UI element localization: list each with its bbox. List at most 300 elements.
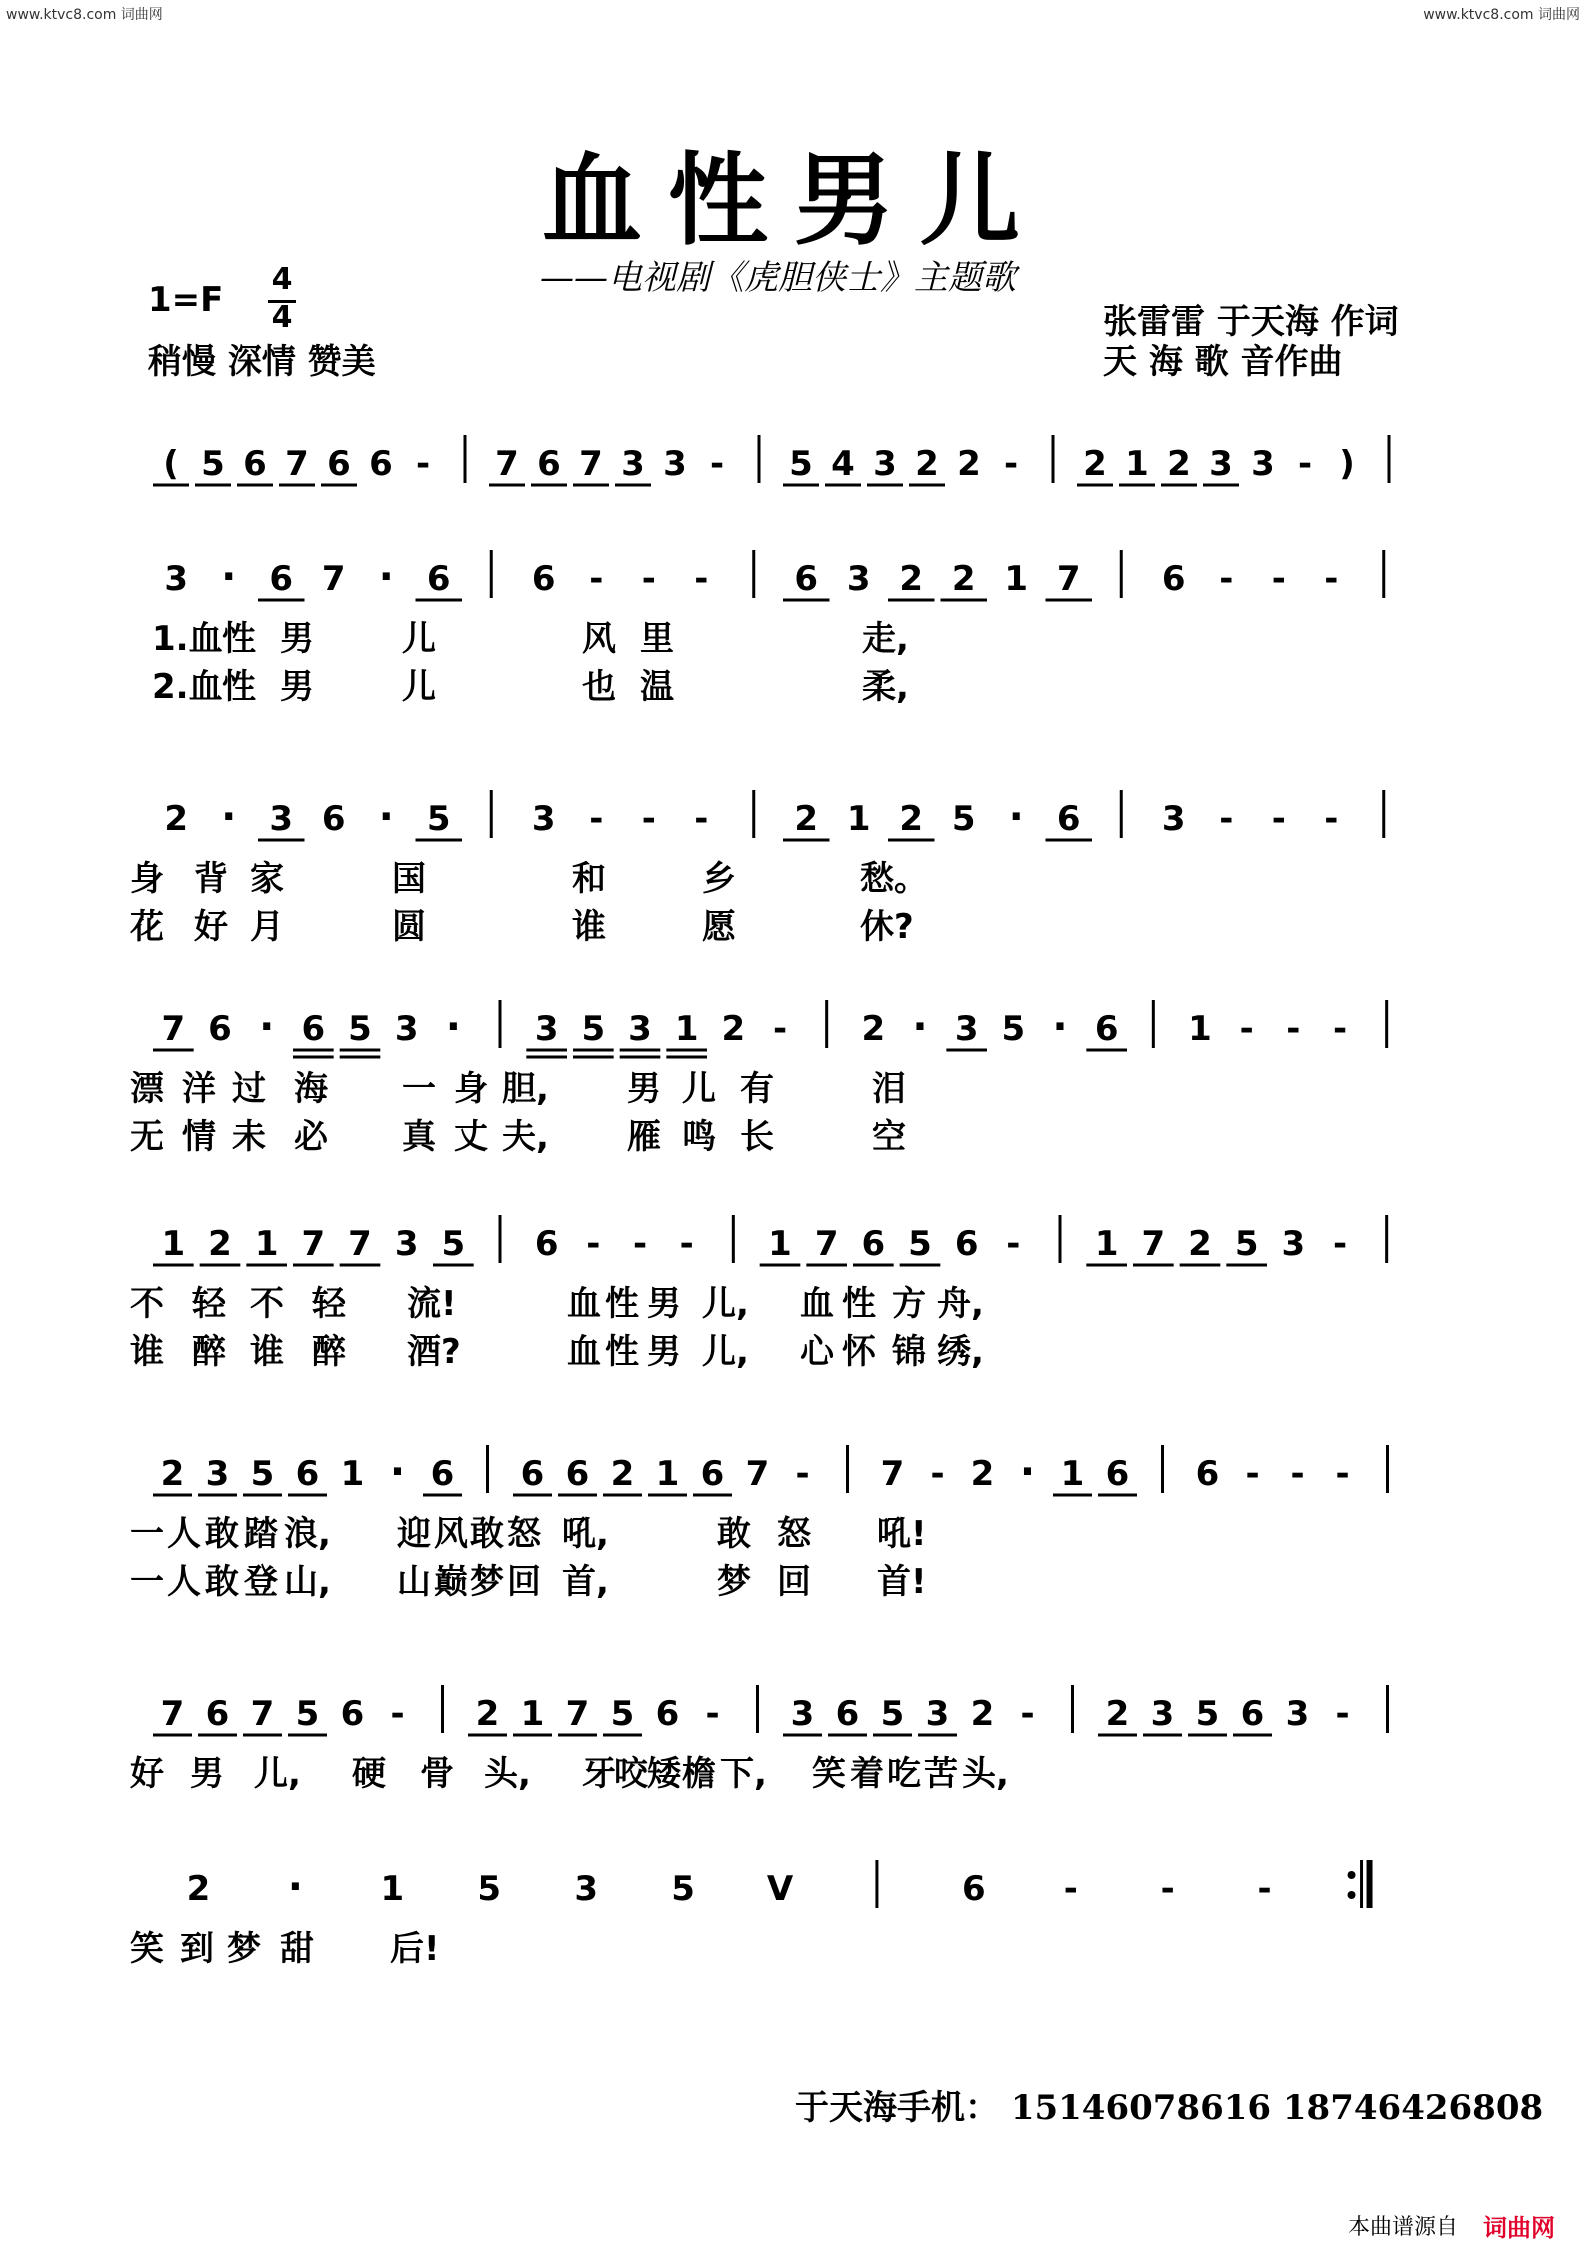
note-symbol: 2 [794,799,819,839]
repeat-dot [1348,1891,1356,1899]
lyric-verse2: 醉 [192,1332,226,1372]
note-symbol: 7 [880,1454,905,1494]
note-symbol: 3 [621,444,645,484]
note-symbol: 6 [531,559,556,599]
lyric-verse2: 回 [777,1562,811,1602]
lyric-verse1: 流! [407,1284,457,1324]
note-symbol: - [1290,1454,1305,1494]
note-symbol: 1 [161,1224,186,1264]
lyric-verse1: 吼! [877,1514,927,1554]
note-symbol: 6 [700,1454,725,1494]
note-symbol: 3 [1161,799,1186,839]
note-symbol: 2 [721,1009,746,1049]
lyric-verse1: 儿 [402,619,436,659]
contact-footer: 于天海手机： 15146078616 18746426808 [795,2088,1544,2128]
lyric-verse1: 漂 [130,1069,164,1109]
note-symbol: - [1239,1009,1254,1049]
note-symbol: 6 [1094,1009,1119,1049]
lyric-verse1: 后! [390,1929,440,1969]
note-symbol: 2 [1188,1224,1212,1264]
lyric-verse1: 敢 [205,1514,239,1554]
song-subtitle: ——电视剧《虎胆侠士》主题歌 [540,258,1016,298]
source-note: 本曲谱源自 [1348,2215,1459,2240]
lyric-verse1: 男 [190,1754,224,1794]
note-symbol: 1 [768,1224,792,1264]
note-symbol: 1 [1188,1009,1212,1049]
lyric-verse2: 梦 [470,1562,504,1602]
composer-credit: 天 海 歌 音作曲 [1103,342,1343,382]
note-symbol: 6 [430,1454,455,1494]
lyric-verse1: 笑 [130,1929,164,1969]
lyric-verse1: 甜 [280,1929,314,1969]
lyric-verse1: 着 [850,1754,884,1794]
note-symbol: · [1052,1004,1068,1050]
lyric-verse2: 必 [294,1117,328,1157]
note-symbol: · [389,1449,406,1495]
lyric-verse1: 迎 [397,1514,431,1554]
note-symbol: 3 [846,559,871,599]
lyric-verse2: 鸣 [682,1117,716,1157]
lyric-verse1: 性 [605,1284,639,1324]
lyric-verse1: 走, [862,619,909,659]
lyric-verse2: 心 [800,1332,834,1372]
lyric-verse2: 绣, [937,1332,984,1372]
note-symbol: 2 [164,799,189,839]
lyric-verse1: 硬 [352,1754,386,1794]
lyric-verse2: 儿 [402,667,436,707]
lyric-verse1: 身 [454,1069,488,1109]
note-symbol: 5 [789,444,813,484]
note-symbol: 7 [161,1009,186,1049]
note-symbol: - [1006,1224,1021,1264]
note-symbol: 6 [301,1009,326,1049]
note-symbol: 2 [951,559,976,599]
note-symbol: 5 [908,1224,932,1264]
note-symbol: 5 [201,444,225,484]
note-symbol: · [287,1864,303,1910]
note-symbol: - [679,1224,694,1264]
note-symbol: 3 [534,1009,559,1049]
note-symbol: · [221,794,237,840]
lyric-verse2: 谁 [572,907,606,947]
note-symbol: 2 [861,1009,886,1049]
lyric-verse2: 首! [877,1562,927,1602]
note-symbol: 5 [477,1869,502,1909]
note-symbol: 6 [565,1454,590,1494]
lyric-verse1: 踏 [244,1514,278,1554]
note-symbol: - [589,799,604,839]
note-symbol: 1 [1094,1224,1119,1264]
lyric-verse2: 谁 [130,1332,164,1372]
note-symbol: 6 [295,1454,320,1494]
note-symbol: - [641,799,656,839]
note-symbol: 6 [534,1224,559,1264]
lyric-verse2: 性 [222,667,256,707]
lyric-verse2: 巅 [434,1562,468,1602]
note-symbol: - [1271,559,1286,599]
note-symbol: - [705,1694,720,1734]
note-symbol: 7 [285,444,309,484]
note-symbol: 3 [628,1009,652,1049]
lyric-verse1: 方 [892,1284,926,1324]
note-symbol: 3 [574,1869,598,1909]
lyric-verse1: 男 [627,1069,661,1109]
lyric-verse1: 咬 [614,1754,648,1794]
note-symbol: 5 [880,1694,905,1734]
lyric-verse1: 胆, [502,1069,549,1109]
lyric-verse1: 敢 [470,1514,504,1554]
note-symbol: - [1160,1869,1175,1909]
lyric-verse1: 海 [294,1069,328,1109]
note-symbol: · [912,1004,928,1050]
lyric-verse1: 有 [740,1069,774,1109]
note-symbol: 3 [873,444,897,484]
note-symbol: 7 [1056,559,1081,599]
note-symbol: 3 [205,1454,230,1494]
note-symbol: - [1335,1454,1350,1494]
note-symbol: 2 [899,559,924,599]
lyric-verse2: 山, [284,1562,331,1602]
note-symbol: 6 [861,1224,886,1264]
lyric-verse2: 一 [130,1562,164,1602]
lyric-verse2: 酒? [407,1332,461,1372]
lyric-verse2: 登 [244,1562,278,1602]
note-symbol: · [378,554,394,600]
lyric-verse1: 儿, [254,1754,301,1794]
note-symbol: · [221,554,237,600]
lyric-verse1: 儿 [682,1069,716,1109]
note-symbol: 6 [1056,799,1081,839]
note-symbol: 2 [970,1694,995,1734]
lyric-verse1: 头, [484,1754,531,1794]
note-symbol: 7 [1141,1224,1166,1264]
note-symbol: - [1271,799,1286,839]
lyric-verse2: 温 [640,667,674,707]
note-symbol: 6 [962,1869,986,1909]
lyric-verse1: 男 [280,619,314,659]
lyric-verse2: 未 [232,1117,266,1157]
note-symbol: - [795,1454,810,1494]
note-symbol: - [1219,559,1234,599]
note-symbol: 1 [674,1009,699,1049]
song-title: 血性男儿 [542,141,1046,259]
lyric-verse2: 雁 [627,1117,661,1157]
lyric-verse2: 男 [280,667,314,707]
note-symbol: 3 [394,1224,419,1264]
lyric-verse2: 2.血 [152,667,223,707]
lyric-verse1: 轻 [312,1284,346,1324]
note-symbol: 5 [441,1224,466,1264]
note-symbol: · [445,1004,461,1050]
lyric-verse1: 风 [582,619,616,659]
lyric-verse1: 身 [130,859,164,899]
lyric-verse2: 回 [507,1562,541,1602]
note-symbol: ) [1339,444,1355,484]
lyric-verse1: 到 [180,1929,214,1969]
time-signature-top: 4 [271,262,293,297]
lyric-verse2: 锦 [892,1332,926,1372]
note-symbol: 3 [1281,1224,1306,1264]
note-symbol: 1 [520,1694,545,1734]
note-symbol: 2 [475,1694,500,1734]
note-symbol: 5 [426,799,451,839]
lyric-verse1: 苦 [924,1754,958,1794]
lyric-verse1: 敢 [717,1514,751,1554]
lyricist-credit: 张雷雷 于天海 作词 [1103,302,1399,342]
lyric-verse1: 吼, [562,1514,609,1554]
lyric-verse2: 首, [562,1562,609,1602]
lyric-verse1: 愁。 [860,859,928,899]
tempo-marking: 稍慢 深情 赞美 [148,342,376,382]
note-symbol: 3 [394,1009,419,1049]
note-symbol: 7 [321,559,346,599]
note-symbol: - [1335,1694,1350,1734]
lyric-verse2: 性 [605,1332,639,1372]
note-symbol: 3 [790,1694,815,1734]
lyric-verse2: 柔, [862,667,909,707]
note-symbol: 1 [1004,559,1029,599]
lyric-verse1: 过 [232,1069,266,1109]
note-symbol: 3 [925,1694,950,1734]
note-symbol: 6 [1240,1694,1265,1734]
lyric-verse2: 好 [194,907,228,947]
note-symbol: 1 [1125,444,1149,484]
note-symbol: 6 [1195,1454,1220,1494]
source-site: 词曲网 [1483,2214,1555,2242]
note-symbol: 7 [565,1694,590,1734]
note-symbol: 3 [1285,1694,1310,1734]
lyric-verse2: 真 [402,1117,436,1157]
note-symbol: - [586,1224,601,1264]
note-symbol: - [772,1009,788,1049]
note-symbol: 1 [254,1224,279,1264]
note-symbol: 5 [1234,1224,1259,1264]
note-symbol: 6 [1105,1454,1130,1494]
lyric-verse1: 轻 [192,1284,226,1324]
lyric-verse1: 背 [194,859,228,899]
note-symbol: 5 [1001,1009,1026,1049]
note-symbol: - [641,559,656,599]
note-symbol: · [1008,794,1024,840]
note-symbol: 5 [581,1009,606,1049]
note-symbol: 6 [369,444,393,484]
note-symbol: 6 [205,1694,230,1734]
note-symbol: 2 [610,1454,635,1494]
note-symbol: - [1286,1009,1301,1049]
lyric-verse1: 洋 [182,1069,216,1109]
repeat-dot [1348,1871,1356,1879]
note-symbol: - [1332,1224,1348,1264]
lyric-verse1: 檐 [682,1754,716,1794]
note-symbol: 2 [899,799,924,839]
lyric-verse1: 浪, [284,1514,331,1554]
lyric-verse2: 血 [567,1332,601,1372]
note-symbol: 5 [295,1694,320,1734]
note-symbol: 1 [1060,1454,1085,1494]
note-symbol: 5 [671,1869,695,1909]
note-symbol: 3 [531,799,556,839]
key-signature: 1=F [148,280,224,320]
note-symbol: 7 [160,1694,185,1734]
note-symbol: 2 [970,1454,995,1494]
note-symbol: - [1324,559,1339,599]
lyric-verse2: 谁 [250,1332,284,1372]
note-symbol: 4 [831,444,855,484]
lyric-verse2: 儿, [702,1332,749,1372]
lyric-verse1: 儿, [702,1284,749,1324]
note-symbol: 6 [794,559,819,599]
lyric-verse2: 敢 [205,1562,239,1602]
lyric-verse2: 空 [872,1117,906,1157]
lyric-verse1: 一 [130,1514,164,1554]
note-symbol: 2 [957,444,981,484]
lyric-verse1: 男 [647,1284,681,1324]
note-symbol: 5 [348,1009,372,1049]
note-symbol: 6 [321,799,346,839]
note-symbol: - [589,559,604,599]
watermark-right: www.ktvc8.com 词曲网 [1423,7,1580,23]
note-symbol: 2 [186,1869,211,1909]
note-symbol: 2 [160,1454,185,1494]
note-symbol: 3 [1251,444,1275,484]
note-symbol: 3 [269,799,294,839]
lyric-verse1: 血 [567,1284,601,1324]
note-symbol: 7 [348,1224,372,1264]
note-symbol: 6 [1161,559,1186,599]
note-symbol: - [1332,1009,1348,1049]
lyric-verse2: 月 [250,907,284,947]
lyric-verse1: 不 [130,1284,164,1324]
note-symbol: 2 [1083,444,1107,484]
note-symbol: - [1003,444,1019,484]
lyric-verse2: 夫, [502,1117,549,1157]
note-symbol: - [930,1454,945,1494]
note-symbol: - [1324,799,1339,839]
note-symbol: 3 [954,1009,979,1049]
note-symbol: - [709,444,725,484]
lyric-verse1: 泪 [872,1069,906,1109]
note-symbol: 3 [164,559,189,599]
note-symbol: - [1297,444,1313,484]
note-symbol: 7 [745,1454,770,1494]
note-symbol: 1 [380,1869,405,1909]
lyric-verse1: 笑 [812,1754,846,1794]
note-symbol: 5 [610,1694,635,1734]
lyric-verse2: 醉 [312,1332,346,1372]
note-symbol: 1 [340,1454,365,1494]
note-symbol: 6 [243,444,267,484]
note-symbol: - [1063,1869,1078,1909]
note-symbol: 2 [1105,1694,1130,1734]
note-symbol: 5 [250,1454,275,1494]
note-symbol: · [1019,1449,1036,1495]
lyric-verse2: 休? [860,907,914,947]
lyric-verse1: 头, [962,1754,1009,1794]
note-symbol: 6 [340,1694,365,1734]
lyric-verse1: 风 [434,1514,468,1554]
lyric-verse2: 人 [167,1562,201,1602]
note-symbol: ( [163,444,179,484]
note-symbol: - [1257,1869,1272,1909]
note-symbol: V [766,1869,794,1909]
note-symbol: 3 [1209,444,1233,484]
note-symbol: 6 [426,559,451,599]
note-symbol: 7 [579,444,603,484]
note-symbol: 6 [520,1454,545,1494]
lyric-verse1: 不 [250,1284,284,1324]
lyric-verse2: 无 [130,1117,164,1157]
note-symbol: - [694,559,709,599]
lyric-verse2: 圆 [392,907,426,947]
note-symbol: 7 [250,1694,275,1734]
lyric-verse1: 血 [800,1284,834,1324]
lyric-verse1: 舟, [937,1284,984,1324]
note-symbol: - [1020,1694,1035,1734]
lyric-verse1: 怒 [507,1514,541,1554]
note-symbol: 2 [915,444,939,484]
lyric-verse2: 丈 [454,1117,488,1157]
watermark-left: www.ktvc8.com 词曲网 [6,7,163,23]
lyric-verse1: 人 [167,1514,201,1554]
note-symbol: 7 [814,1224,839,1264]
note-symbol: · [259,1004,275,1050]
time-signature-bottom: 4 [271,300,293,335]
note-symbol: · [378,794,394,840]
lyric-verse1: 矮 [647,1754,681,1794]
note-symbol: 5 [1195,1694,1220,1734]
lyric-verse2: 怀 [842,1332,876,1372]
note-symbol: - [390,1694,405,1734]
lyric-verse1: 性 [222,619,256,659]
note-symbol: - [632,1224,648,1264]
note-symbol: 1 [846,799,871,839]
lyric-verse1: 好 [130,1754,164,1794]
lyric-verse1: 1.血 [152,619,223,659]
lyric-verse1: 梦 [227,1929,261,1969]
lyric-verse2: 长 [740,1117,774,1157]
lyric-verse2: 愿 [702,907,736,947]
lyric-verse1: 里 [640,619,674,659]
lyric-verse1: 乡 [702,859,736,899]
note-symbol: 5 [951,799,976,839]
note-symbol: - [1245,1454,1260,1494]
lyric-verse2: 梦 [717,1562,751,1602]
note-symbol: 6 [954,1224,979,1264]
note-symbol: 6 [537,444,561,484]
lyric-verse2: 也 [582,667,616,707]
note-symbol: - [1219,799,1234,839]
note-symbol: 2 [208,1224,232,1264]
note-symbol: 1 [655,1454,680,1494]
lyric-verse1: 一 [402,1069,436,1109]
lyric-verse1: 国 [392,859,426,899]
note-symbol: 3 [663,444,687,484]
lyric-verse1: 骨 [420,1754,454,1794]
lyric-verse1: 牙 [582,1754,616,1794]
note-symbol: - [694,799,709,839]
lyric-verse2: 山 [397,1562,431,1602]
lyric-verse1: 下, [720,1754,767,1794]
note-symbol: 7 [495,444,519,484]
note-symbol: 7 [301,1224,326,1264]
note-symbol: 6 [269,559,294,599]
lyric-verse1: 怒 [777,1514,811,1554]
lyric-verse2: 花 [130,907,164,947]
note-symbol: 3 [1150,1694,1175,1734]
lyric-verse2: 情 [182,1117,216,1157]
lyric-verse1: 和 [572,859,606,899]
lyric-verse1: 家 [250,859,284,899]
